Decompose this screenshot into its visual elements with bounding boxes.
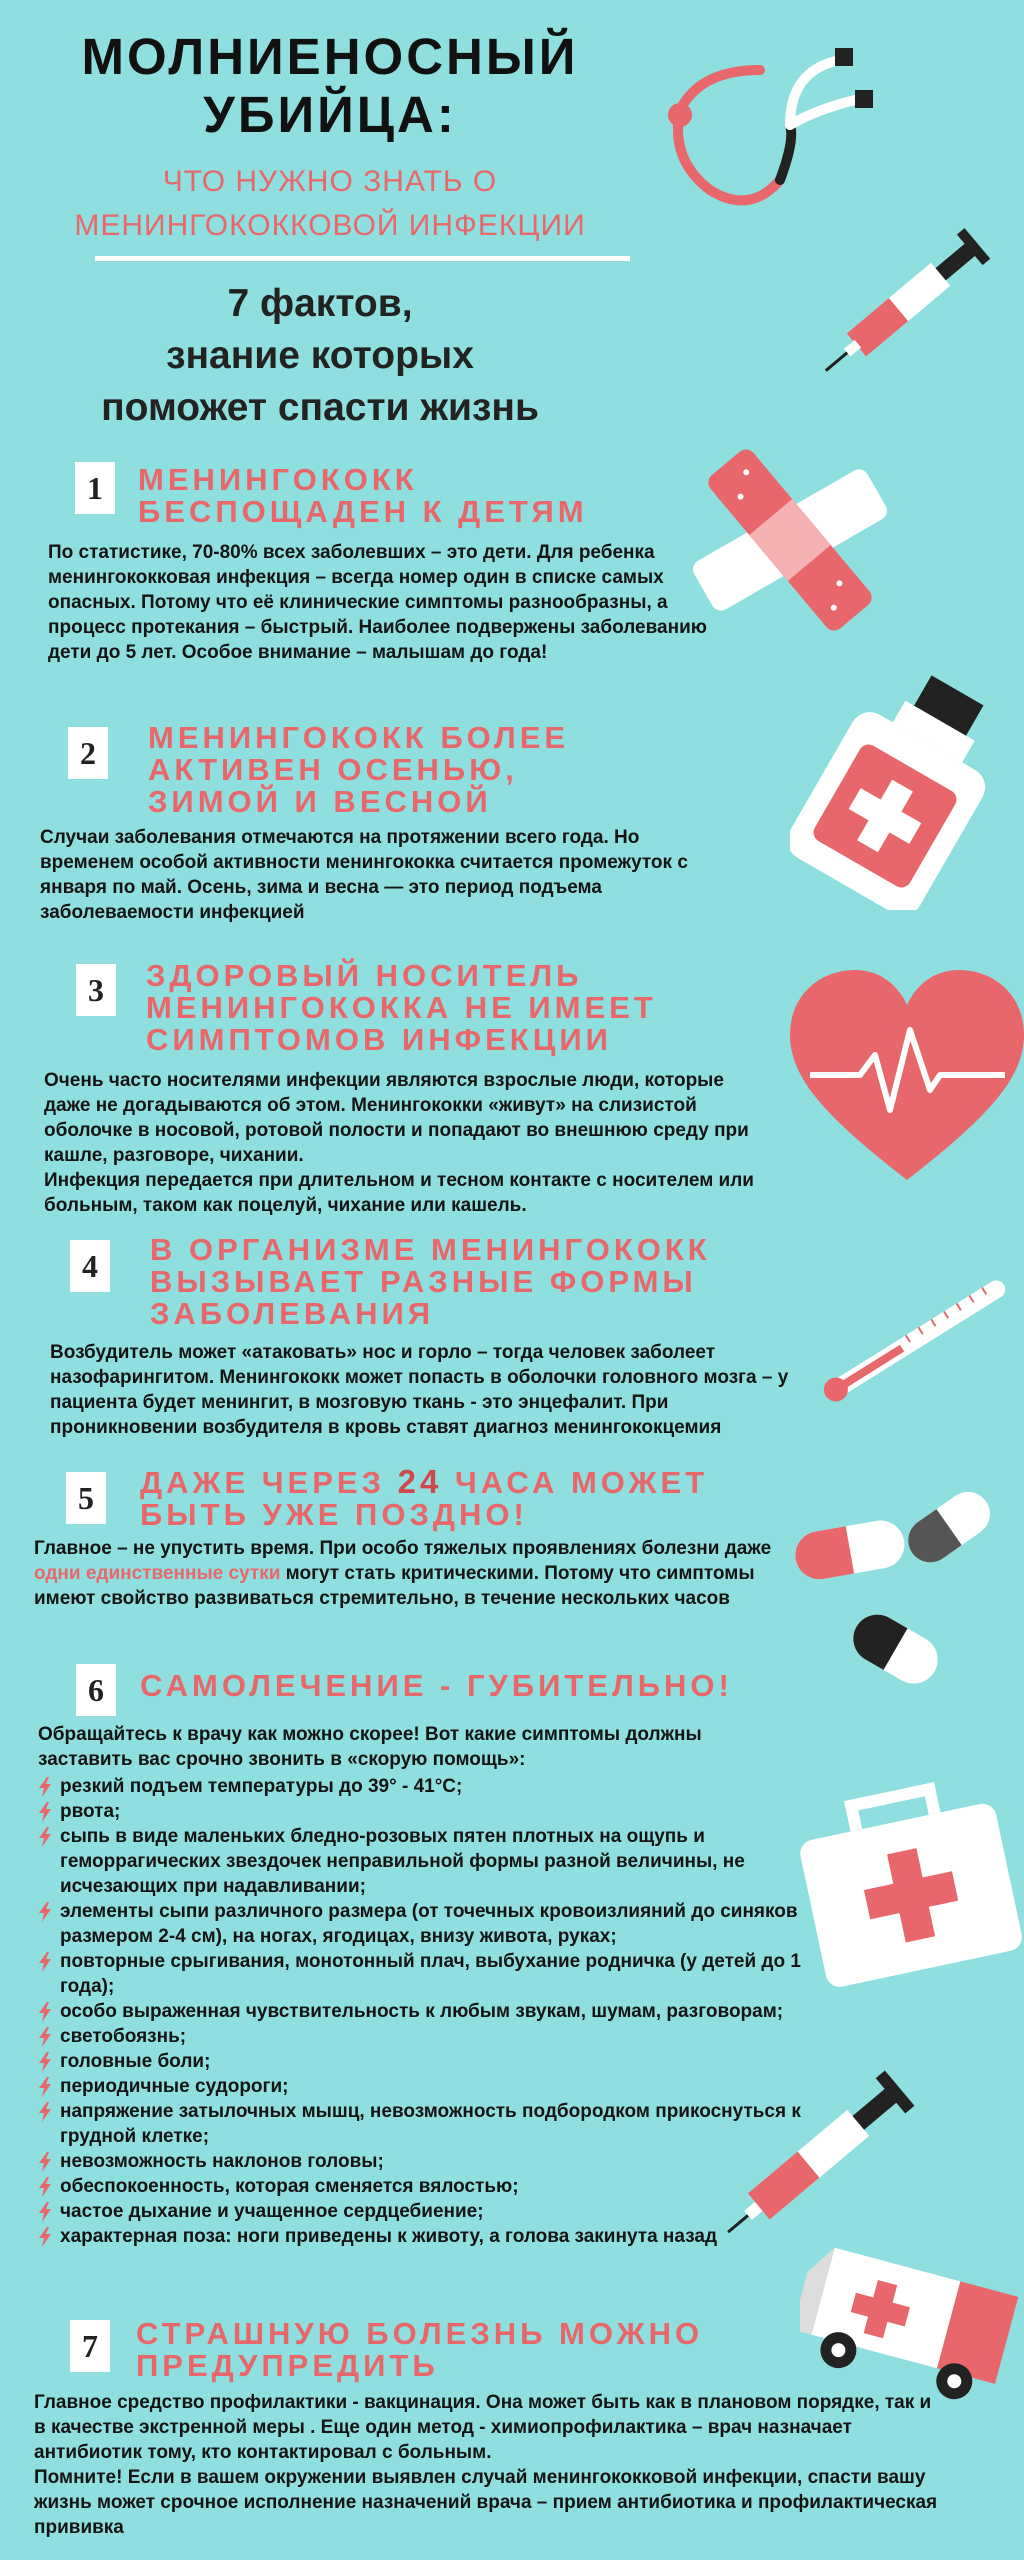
- header-divider: [95, 256, 630, 261]
- facts-heading: 7 фактов, знание которых поможет спасти жизнь: [101, 282, 539, 429]
- heart-pulse-icon: [790, 970, 1024, 1190]
- symptom-item: светобоязнь;: [38, 2024, 808, 2049]
- page-title: МОЛНИЕНОСНЫЙ УБИЙЦА:: [81, 28, 579, 143]
- symptom-item: частое дыхание и учащенное сердцебиение;: [38, 2199, 808, 2224]
- fact-7-text: Главное средство профилактики - вакцинация. Она может быть как в плановом порядке, так и в качестве экстренной меры . Еще один метод - химиопрофилактика – врач назначает антибиотик тому, кто контактировал с больным. Помните! Если в вашем окружении выявлен случай менингококковой инфекции, спасти вашу жизнь может срочное исполнение назначений врача – прием антибиотика и профилактическая прививка: [34, 2392, 938, 2538]
- bandage-icon: [690, 440, 890, 640]
- fact-4-title: В ОРГАНИЗМЕ МЕНИНГОКОКК ВЫЗЫВАЕТ РАЗНЫЕ ФОРМЫ ЗАБОЛЕВАНИЯ: [150, 1232, 711, 1331]
- lightning-bolt-icon: [38, 2077, 52, 2097]
- ambulance-icon: [800, 2230, 1024, 2400]
- lightning-bolt-icon: [38, 2102, 52, 2122]
- fact-6-title: САМОЛЕЧЕНИЕ - ГУБИТЕЛЬНО!: [140, 1668, 733, 1703]
- symptom-item: напряжение затылочных мышц, невозможность подбородком прикоснуться к грудной клетке;: [38, 2099, 808, 2149]
- lightning-bolt-icon: [38, 2027, 52, 2047]
- symptom-item: обеспокоенность, которая сменяется вялостью;: [38, 2174, 808, 2199]
- lightning-bolt-icon: [38, 2227, 52, 2247]
- lightning-bolt-icon: [38, 1827, 52, 1847]
- lightning-bolt-icon: [38, 2002, 52, 2022]
- fact-5-text: Главное – не упустить время. При особо тяжелых проявлениях болезни даже одни единственные сутки могут стать критическими. Потому что симптомы имеют свойство развиваться стремительно, в течение нескольких часов: [34, 1538, 772, 1609]
- fact-5-number: 5: [66, 1472, 106, 1524]
- fact-3-title: ЗДОРОВЫЙ НОСИТЕЛЬ МЕНИНГОКОККА НЕ ИМЕЕТ СИМПТОМОВ ИНФЕКЦИИ: [146, 958, 657, 1057]
- lightning-bolt-icon: [38, 1902, 52, 1922]
- lightning-bolt-icon: [38, 1952, 52, 1972]
- symptom-item: повторные срыгивания, монотонный плач, выбухание родничка (у детей до 1 года);: [38, 1949, 808, 1999]
- fact-1-title: МЕНИНГОКОКК БЕСПОЩАДЕН К ДЕТЯМ: [138, 462, 588, 529]
- fact-1-number: 1: [75, 462, 115, 514]
- syringe-icon: [800, 200, 1020, 400]
- medicine-bottle-icon: [790, 670, 1010, 910]
- fact-1-text: По статистике, 70-80% всех заболевших – это дети. Для ребенка менингококковая инфекция – всегда номер один в списке самых опасных. Потому что её клинические симптомы разнообразны, а процесс протекания – быстрый. Наиболее подвержены заболеванию дети до 5 лет. Особое внимание – малышам до года!: [48, 542, 708, 663]
- symptom-item: особо выраженная чувствительность к любым звукам, шумам, разговорам;: [38, 1999, 808, 2024]
- page-subtitle: ЧТО НУЖНО ЗНАТЬ О МЕНИНГОКОККОВОЙ ИНФЕКЦИИ: [74, 165, 586, 242]
- fact-7-title: СТРАШНУЮ БОЛЕЗНЬ МОЖНО ПРЕДУПРЕДИТЬ: [136, 2316, 704, 2383]
- fact-7-number: 7: [70, 2320, 110, 2372]
- symptom-item: периодичные судороги;: [38, 2074, 808, 2099]
- symptom-item: невозможность наклонов головы;: [38, 2149, 808, 2174]
- fact-4-text: Возбудитель может «атаковать» нос и горло – тогда человек заболеет назофарингитом. Менингококк может попасть в оболочки головного мозга – у пациента будет менингит, в мозговую ткань - это энцефалит. При проникновении возбудителя в кровь ставят диагноз менингококцемия: [50, 1342, 789, 1438]
- lightning-bolt-icon: [38, 2052, 52, 2072]
- symptom-item: головные боли;: [38, 2049, 808, 2074]
- fact-4-number: 4: [70, 1240, 110, 1292]
- symptoms-list: [38, 1774, 808, 2249]
- fact-3-text: Очень часто носителями инфекции являются взрослые люди, которые даже не догадываются об этом. Менингококки «живут» на слизистой оболочке в носовой, ротовой полости и попадают во внешнюю среду при кашле, разговоре, чихании. Инфекция передается при длительном и тесном контакте с носителем или больным, таком как поцелуй, чихание или кашель.: [44, 1070, 754, 1216]
- lightning-bolt-icon: [38, 2152, 52, 2172]
- fact-2-number: 2: [68, 727, 108, 779]
- symptom-item: сыпь в виде маленьких бледно-розовых пятен плотных на ощупь и геморрагических звездочек неправильной формы разной величины, не исчезающих при надавливании;: [38, 1824, 808, 1899]
- fact-6-intro: Обращайтесь к врачу как можно скорее! Вот какие симптомы должны заставить вас срочно звонить в «скорую помощь»:: [38, 1724, 702, 1770]
- symptom-item: рвота;: [38, 1799, 808, 1824]
- fact-2-text: Случаи заболевания отмечаются на протяжении всего года. Но временем особой активности менингококка считается промежуток с января по май. Осень, зима и весна — это период подъема заболеваемости инфекцией: [40, 827, 688, 923]
- fact-6-number: 6: [76, 1664, 116, 1716]
- lightning-bolt-icon: [38, 1802, 52, 1822]
- fact-5-title: ДАЖЕ ЧЕРЕЗ 24 ЧАСА МОЖЕТ БЫТЬ УЖЕ ПОЗДНО!: [140, 1463, 709, 1532]
- fact-2-title: МЕНИНГОКОКК БОЛЕЕ АКТИВЕН ОСЕНЬЮ, ЗИМОЙ И ВЕСНОЙ: [148, 720, 570, 819]
- symptom-item: характерная поза: ноги приведены к животу, а голова закинута назад: [38, 2224, 808, 2249]
- symptom-item: резкий подъем температуры до 39° - 41°С;: [38, 1774, 808, 1799]
- lightning-bolt-icon: [38, 1777, 52, 1797]
- pills-icon: [795, 1490, 995, 1710]
- first-aid-kit-icon: [800, 1780, 1024, 2000]
- lightning-bolt-icon: [38, 2202, 52, 2222]
- fact-3-number: 3: [76, 964, 116, 1016]
- thermometer-icon: [810, 1250, 1024, 1430]
- lightning-bolt-icon: [38, 2177, 52, 2197]
- symptom-item: элементы сыпи различного размера (от точечных кровоизлияний до синяков размером 2-4 см), на ногах, ягодицах, внизу живота, руках;: [38, 1899, 808, 1949]
